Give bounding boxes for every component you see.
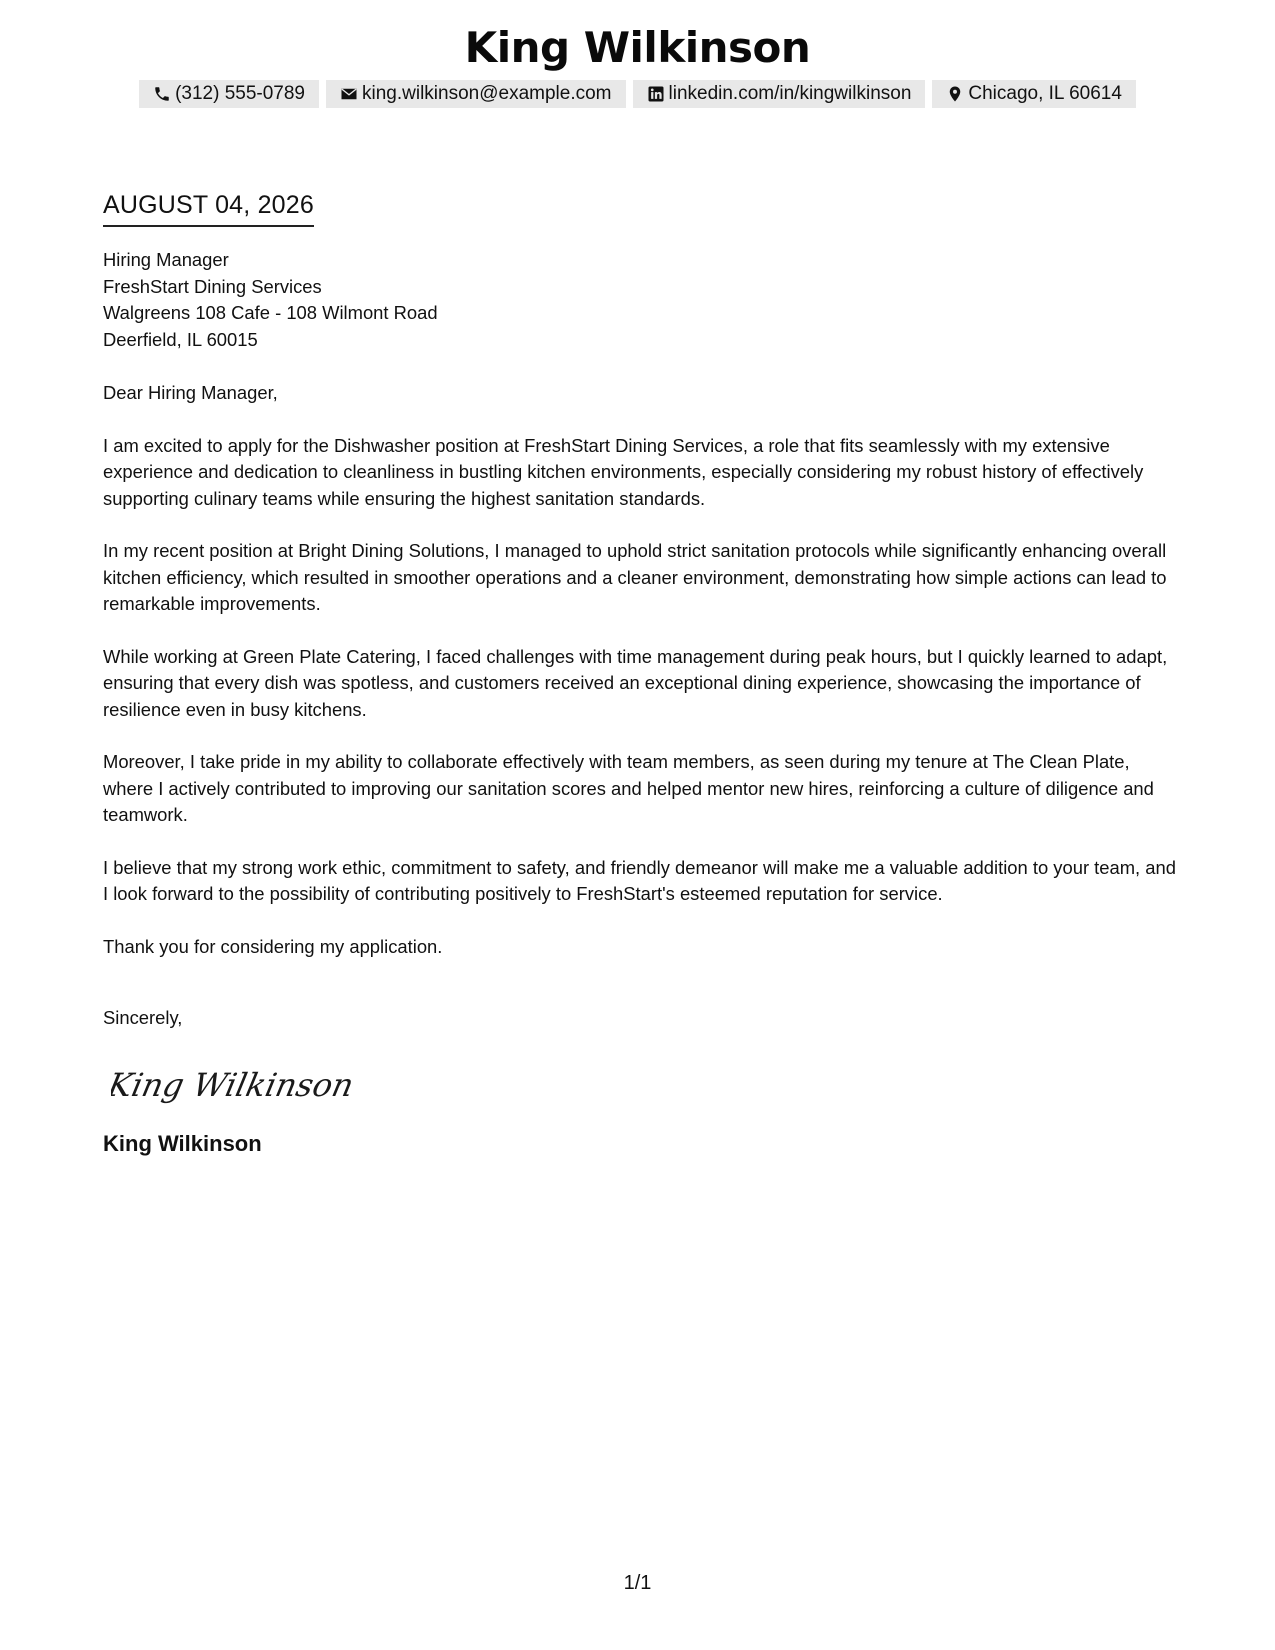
location-text: Chicago, IL 60614 bbox=[968, 83, 1122, 104]
letter-date: AUGUST 04, 2026 bbox=[103, 190, 314, 227]
paragraph-teamwork: Moreover, I take pride in my ability to collaborate effectively with team members, as seen during my tenure at The Clean Plate, where I actively contributed to improving our sanitation scores and helped mentor new hires, reinforcing a culture of diligence and teamwork. bbox=[103, 751, 1154, 825]
letter-body bbox=[103, 190, 1178, 1158]
applicant-name: King Wilkinson bbox=[464, 23, 811, 72]
envelope-icon bbox=[340, 85, 358, 103]
letter-header bbox=[0, 22, 1275, 108]
contact-email[interactable] bbox=[326, 80, 626, 108]
map-pin-icon bbox=[946, 85, 964, 103]
recipient-city: Deerfield, IL 60015 bbox=[103, 328, 258, 350]
paragraph-experience-2: While working at Green Plate Catering, I faced challenges with time management during peak hours, but I quickly learned to adapt, ensuring that every dish was spotless, and customers received an exceptional dining experience, showcasing the importance of resilience even in busy kitchens. bbox=[103, 645, 1168, 720]
linkedin-icon bbox=[647, 85, 665, 103]
phone-icon bbox=[153, 85, 171, 103]
signer-name: King Wilkinson bbox=[103, 1130, 262, 1156]
recipient-title: Hiring Manager bbox=[103, 249, 229, 270]
paragraph-experience-1: In my recent position at Bright Dining Solutions, I managed to uphold strict sanitation protocols while significantly enhancing overall kitchen efficiency, which resulted in smoother operations and a cleaner environment, demonstrating how simple actions can lead to remarkable improvements. bbox=[103, 540, 1167, 614]
phone-text: (312) 555-0789 bbox=[175, 83, 305, 104]
closing: Sincerely, bbox=[103, 1007, 183, 1028]
recipient-address bbox=[103, 247, 1178, 353]
email-text: king.wilkinson@example.com bbox=[362, 83, 612, 104]
contact-linkedin[interactable] bbox=[633, 80, 926, 108]
paragraph-thanks: Thank you for considering my application. bbox=[103, 935, 443, 957]
recipient-street: Walgreens 108 Cafe - 108 Wilmont Road bbox=[103, 302, 438, 323]
signature-text: King Wilkinson bbox=[111, 1065, 358, 1104]
salutation: Dear Hiring Manager, bbox=[103, 382, 278, 403]
contact-location[interactable] bbox=[932, 80, 1136, 108]
signature-image bbox=[111, 1054, 1178, 1114]
linkedin-text: linkedin.com/in/kingwilkinson bbox=[668, 83, 912, 104]
contact-phone[interactable] bbox=[139, 80, 319, 108]
handwritten-signature bbox=[111, 1054, 371, 1114]
paragraph-conclusion: I believe that my strong work ethic, commitment to safety, and friendly demeanor will make me a valuable addition to your team, and I look forward to the possibility of contributing positively to FreshStart's esteemed reputation for service. bbox=[103, 856, 1176, 904]
recipient-company: FreshStart Dining Services bbox=[103, 275, 322, 297]
contact-bar bbox=[0, 80, 1275, 108]
paragraph-intro: I am excited to apply for the Dishwasher position at FreshStart Dining Services, a role that fits seamlessly with my extensive experience and dedication to cleanliness in bustling kitchen environments, especially considering my robust history of effectively supporting culinary teams while ensuring the highest sanitation standards. bbox=[103, 434, 1144, 509]
page-number: 1/1 bbox=[623, 1572, 652, 1594]
